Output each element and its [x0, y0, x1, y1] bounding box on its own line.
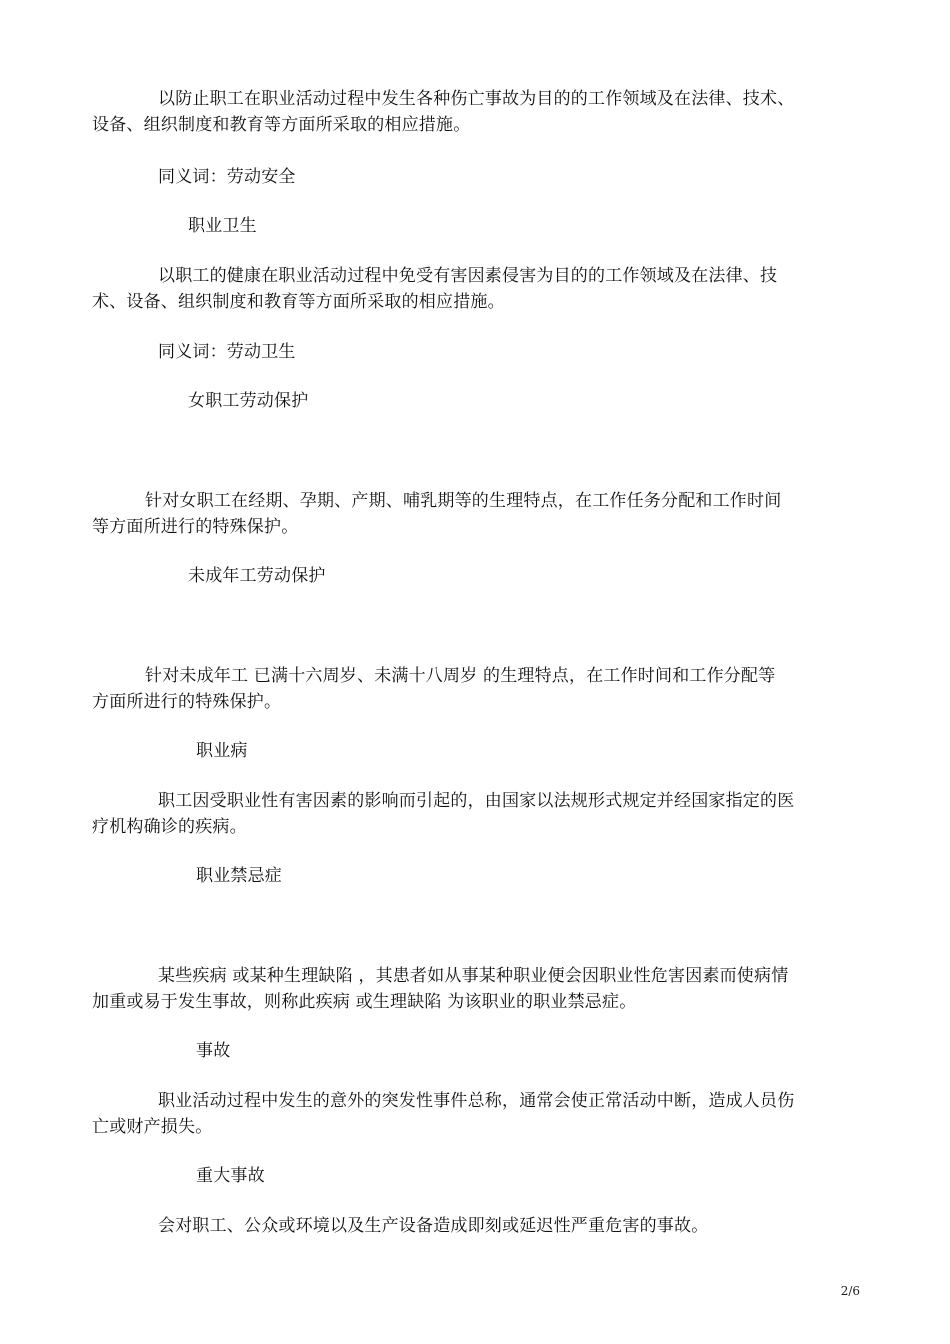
- paragraph-line: 会对职工、公众或环境以及生产设备造成即刻或延迟性严重危害的事故。: [158, 1216, 709, 1236]
- paragraph-line: 术、设备、组织制度和教育等方面所采取的相应措施。: [92, 292, 505, 312]
- paragraph-line: 方面所进行的特殊保护。: [92, 692, 282, 712]
- term-heading: 职业病: [196, 741, 248, 761]
- paragraph-line: 等方面所进行的特殊保护。: [92, 517, 299, 537]
- paragraph-line: 设备、组织制度和教育等方面所采取的相应措施。: [92, 115, 471, 135]
- synonym-line: 同义词：劳动卫生: [158, 342, 296, 362]
- paragraph-line: 以职工的健康在职业活动过程中免受有害因素侵害为目的的工作领域及在法律、技: [158, 266, 778, 286]
- term-heading: 未成年工劳动保护: [188, 566, 326, 586]
- paragraph-line: 加重或易于发生事故，则称此疾病 或生理缺陷 为该职业的职业禁忌症。: [92, 992, 637, 1012]
- paragraph-line: 某些疾病 或某种生理缺陷 ，其患者如从事某种职业便会因职业性危害因素而使病情: [158, 966, 789, 986]
- synonym-line: 同义词：劳动安全: [158, 167, 296, 187]
- page-number: 2/6: [840, 1284, 860, 1298]
- paragraph-line: 针对未成年工 已满十六周岁、未满十八周岁 的生理特点，在工作时间和工作分配等: [145, 666, 776, 686]
- term-heading: 重大事故: [196, 1166, 265, 1186]
- paragraph-line: 亡或财产损失。: [92, 1117, 213, 1137]
- paragraph-line: 职业活动过程中发生的意外的突发性事件总称，通常会使正常活动中断，造成人员伤: [158, 1091, 795, 1111]
- term-heading: 事故: [196, 1041, 231, 1061]
- paragraph-line: 针对女职工在经期、孕期、产期、哺乳期等的生理特点，在工作任务分配和工作时间: [145, 491, 782, 511]
- paragraph-line: 职工因受职业性有害因素的影响而引起的，由国家以法规形式规定并经国家指定的医: [158, 791, 795, 811]
- paragraph-line: 以防止职工在职业活动过程中发生各种伤亡事故为目的的工作领域及在法律、技术、: [158, 89, 795, 109]
- paragraph-line: 疗机构确诊的疾病。: [92, 817, 247, 837]
- term-heading: 女职工劳动保护: [188, 391, 309, 411]
- term-heading: 职业卫生: [188, 216, 257, 236]
- term-heading: 职业禁忌症: [196, 866, 282, 886]
